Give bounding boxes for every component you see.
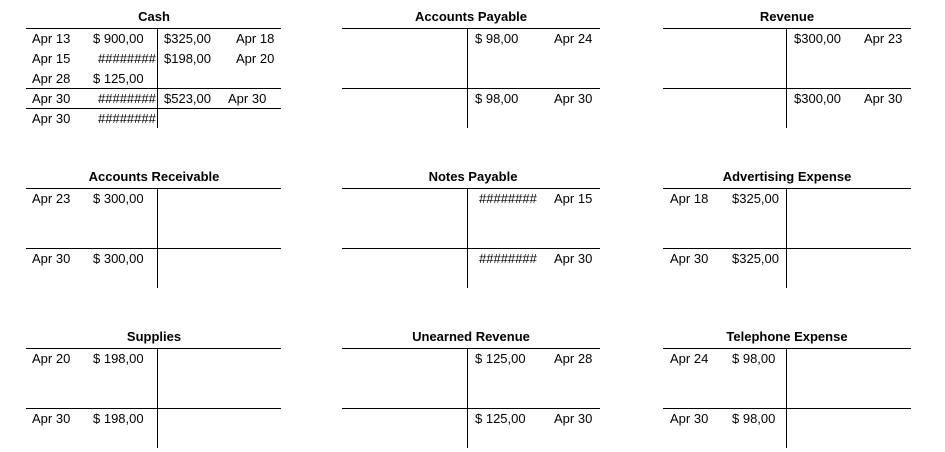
divider-line [157, 188, 158, 288]
total-line [663, 408, 911, 409]
credit-date: Apr 28 [554, 351, 593, 366]
account-title: Revenue [759, 9, 815, 24]
total-debit-amount: $ 98,00 [732, 411, 776, 426]
debit-date: Apr 23 [32, 191, 71, 206]
total-debit-date: Apr 30 [32, 411, 71, 426]
credit-amount: $ 98,00 [475, 31, 519, 46]
total-debit-amount: ######## [98, 91, 156, 106]
debit-amount: $325,00 [732, 191, 779, 206]
total-credit-amount: $523,00 [164, 91, 211, 106]
header-line [663, 188, 911, 189]
header-line [342, 28, 600, 29]
account-title: Supplies [126, 329, 182, 344]
balance-line [26, 108, 281, 109]
debit-amount: $ 98,00 [732, 351, 776, 366]
account-title: Cash [138, 9, 170, 24]
total-credit-amount: ######## [479, 251, 537, 266]
credit-amount: $325,00 [164, 31, 211, 46]
total-credit-amount: $ 125,00 [475, 411, 526, 426]
total-debit-date: Apr 30 [32, 251, 71, 266]
debit-date: Apr 24 [670, 351, 709, 366]
total-line [342, 248, 600, 249]
divider-line [467, 188, 468, 288]
total-credit-date: Apr 30 [554, 411, 593, 426]
debit-date: Apr 20 [32, 351, 71, 366]
header-line [26, 348, 281, 349]
debit-date: Apr 15 [32, 51, 71, 66]
header-line [26, 188, 281, 189]
header-line [663, 348, 911, 349]
account-title: Unearned Revenue [412, 329, 530, 344]
header-line [663, 28, 911, 29]
total-debit-date: Apr 30 [670, 411, 709, 426]
divider-line [157, 28, 158, 128]
debit-amount: $ 125,00 [93, 71, 144, 86]
total-credit-date: Apr 30 [228, 91, 267, 106]
debit-amount: ######## [98, 51, 156, 66]
debit-date: Apr 13 [32, 31, 71, 46]
debit-amount: $ 900,00 [93, 31, 144, 46]
total-line [26, 248, 281, 249]
credit-amount: $198,00 [164, 51, 211, 66]
header-line [342, 348, 600, 349]
total-debit-date: Apr 30 [670, 251, 709, 266]
credit-amount: ######## [479, 191, 537, 206]
debit-date: Apr 28 [32, 71, 71, 86]
divider-line [467, 348, 468, 448]
total-debit-amount: $ 300,00 [93, 251, 144, 266]
debit-date: Apr 18 [670, 191, 709, 206]
account-title: Accounts Payable [415, 9, 527, 24]
credit-date: Apr 24 [554, 31, 593, 46]
account-title: Notes Payable [428, 169, 518, 184]
divider-line [786, 348, 787, 448]
total-line [26, 408, 281, 409]
total-credit-date: Apr 30 [864, 91, 903, 106]
total-line [26, 88, 281, 89]
divider-line [157, 348, 158, 448]
total-debit-amount: $ 198,00 [93, 411, 144, 426]
account-title: Telephone Expense [726, 329, 848, 344]
balance-debit-date: Apr 30 [32, 111, 71, 126]
total-line [663, 248, 911, 249]
credit-date: Apr 23 [864, 31, 903, 46]
account-title: Advertising Expense [722, 169, 852, 184]
total-line [663, 88, 911, 89]
total-debit-date: Apr 30 [32, 91, 71, 106]
total-credit-amount: $300,00 [794, 91, 841, 106]
debit-amount: $ 198,00 [93, 351, 144, 366]
credit-amount: $300,00 [794, 31, 841, 46]
balance-debit-amount: ######## [98, 111, 156, 126]
credit-date: Apr 15 [554, 191, 593, 206]
total-credit-date: Apr 30 [554, 251, 593, 266]
credit-amount: $ 125,00 [475, 351, 526, 366]
debit-amount: $ 300,00 [93, 191, 144, 206]
total-line [342, 88, 600, 89]
header-line [26, 28, 281, 29]
account-title: Accounts Receivable [88, 169, 220, 184]
divider-line [467, 28, 468, 128]
credit-date: Apr 18 [236, 31, 275, 46]
divider-line [786, 28, 787, 128]
divider-line [786, 188, 787, 288]
header-line [342, 188, 600, 189]
total-debit-amount: $325,00 [732, 251, 779, 266]
credit-date: Apr 20 [236, 51, 275, 66]
total-credit-date: Apr 30 [554, 91, 593, 106]
total-credit-amount: $ 98,00 [475, 91, 519, 106]
total-line [342, 408, 600, 409]
